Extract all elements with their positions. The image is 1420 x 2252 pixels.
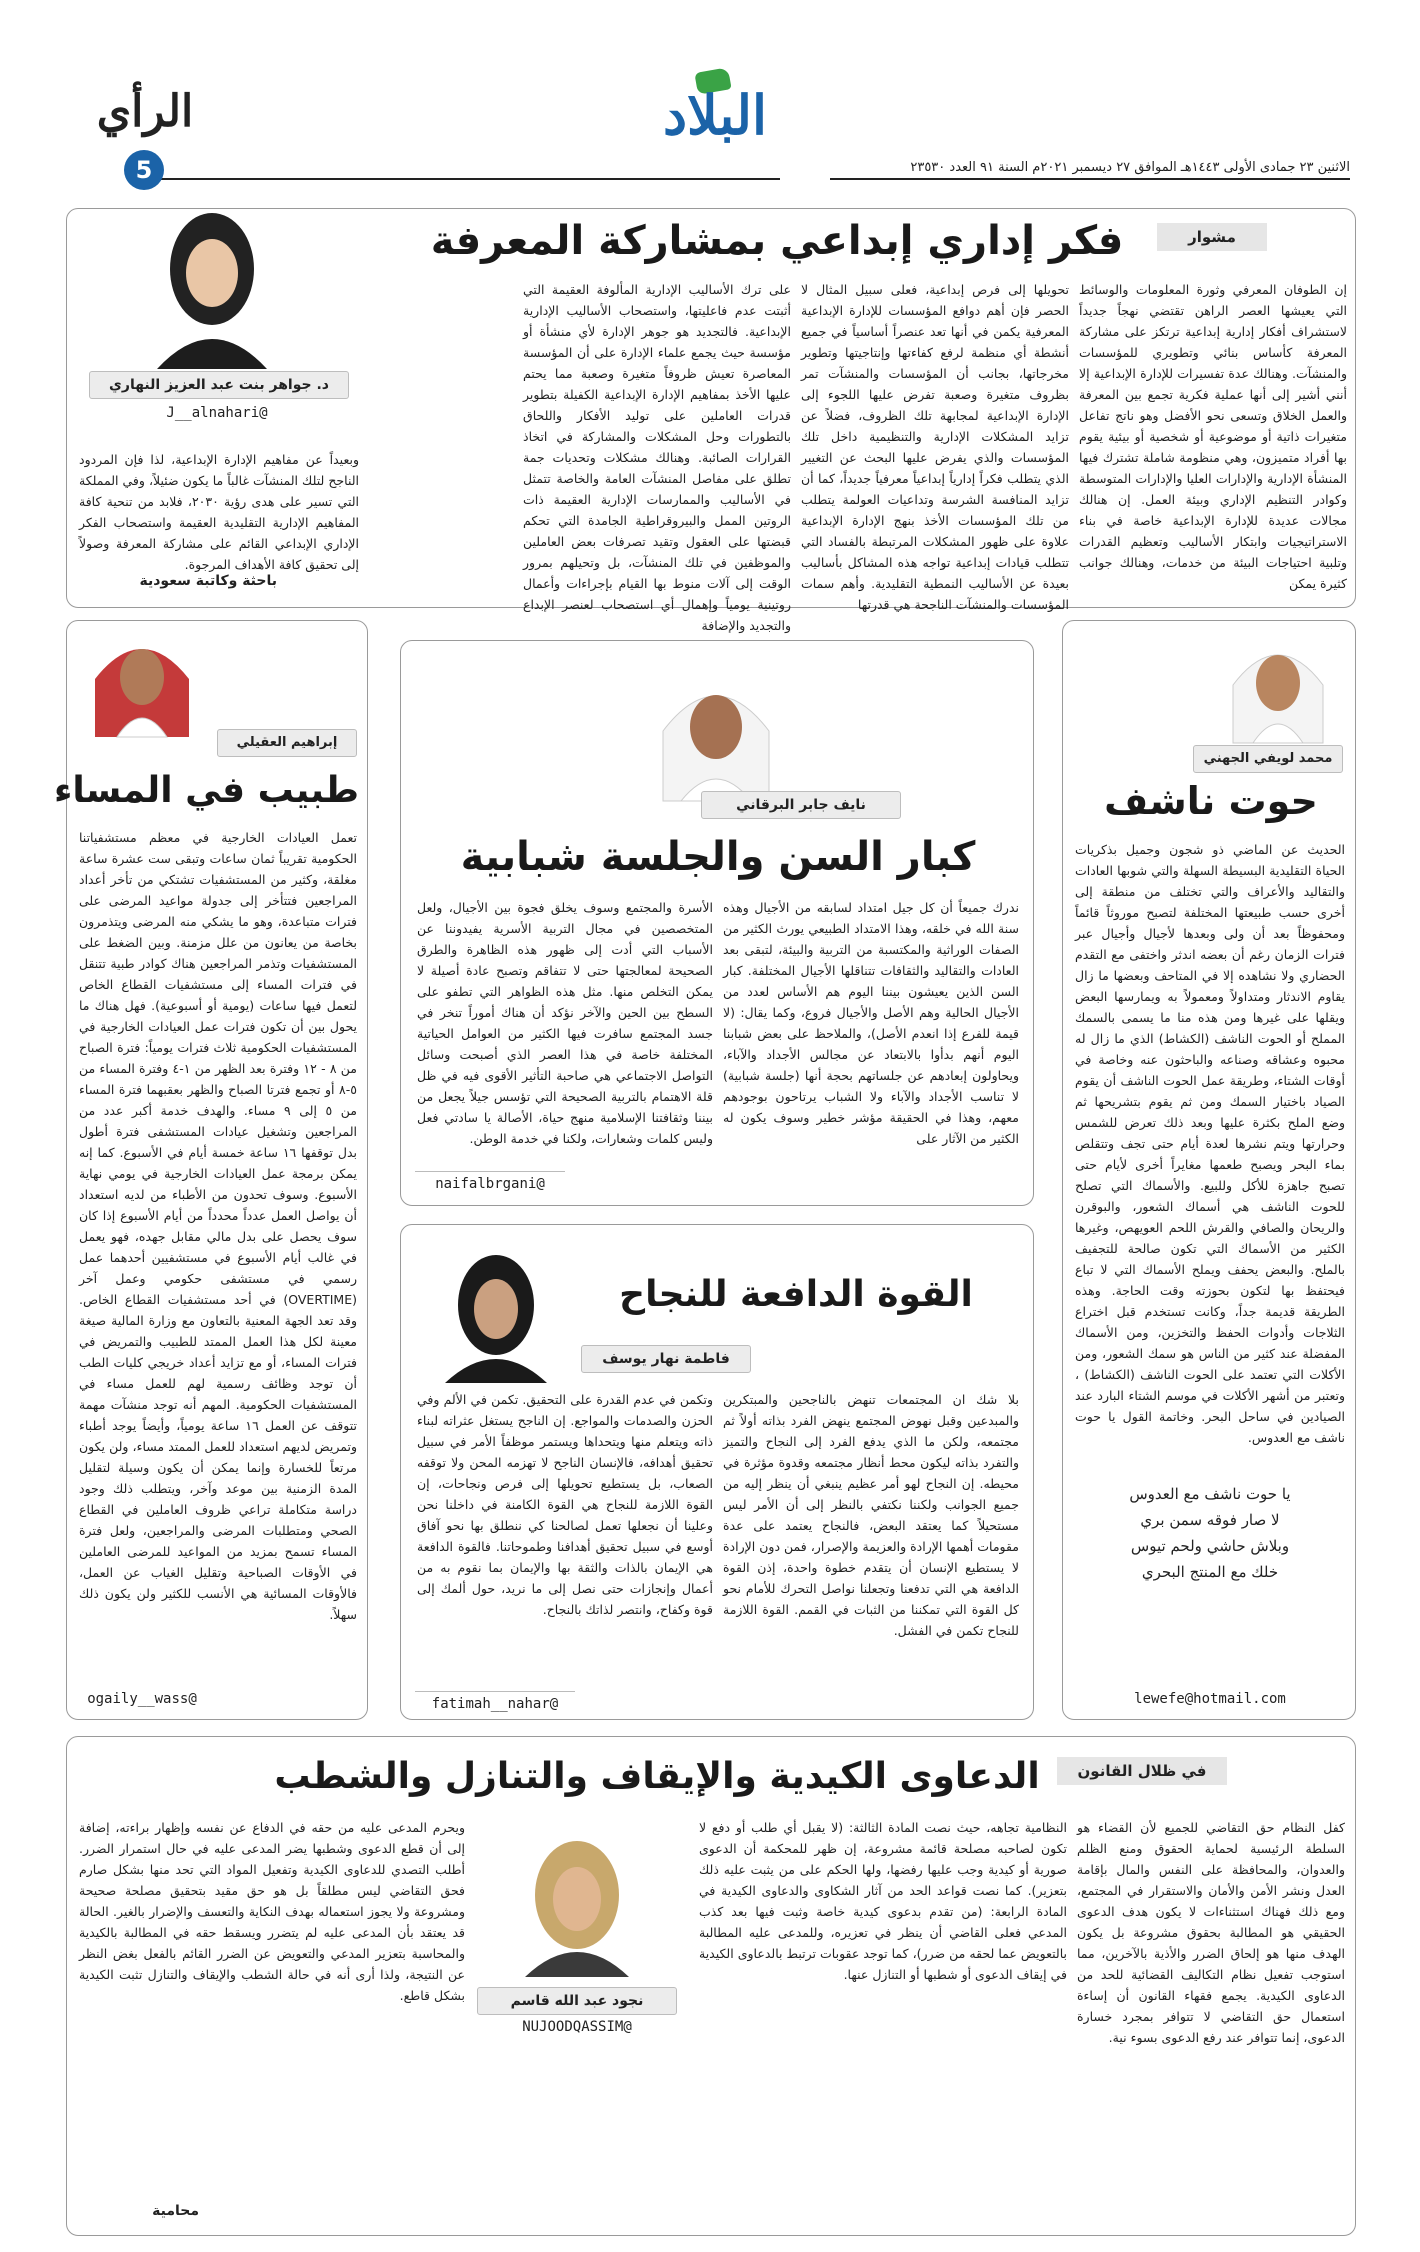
- article-column: ويحرم المدعى عليه من حقه في الدفاع عن نفسه وإظهار براءته، إضافة إلى أن قطع الدعوى وشطبها يضر المدعى عليه في حال استمرار الضرر. أطلب التصدي للدعاوى الكيدية وتفعيل المواد التي تحد منها بشكل صارم فحق التقاضي ليس مطلقاً بل هو حق مقيد بتحقيق مصلحة صحيحة ومشروعة ولا يجوز استعماله بهدف النكاية والتعسف والإضرار بالغير. الحالة قد يعتقد بأن المدعى عليه لم يتضرر ويسقط حقه في المطالبة بالكيدية والمحاسبة بتعزير المدعي والتعويض عن الضرر القائم بالفعل بغض النظر عن النتيجة، ولذا أرى أنه في حالة الشطب والإيقاف والتنازل تثبت الكيدية بشكل قاطع.: [79, 1820, 465, 2003]
- author-handle[interactable]: @NUJOODQASSIM: [522, 2019, 632, 2035]
- article-column: النظامية تجاهه، حيث نصت المادة الثالثة: (لا يقبل أي طلب أو دفع لا تكون لصاحبه مصلحة قائمة مشروعة، إن ظهر للمحكمة أن الدعوى صورية أو كيدية وجب عليها رفضها، ولها الحكم على من يثبت عليه ذلك بتعزير). كما نصت قواعد الحد من آثار الشكاوى والدعاوى الكيدية في المادة الرابعة: (من تقدم بدعوى كيدية خاصة وثبت فيها بعد كذب المدعي فعلى القاضي أن ينظر في تعزيره، وللمدعى عليه المطالبة بالتعويض عما لحقه من ضرر)، كما توجد عقوبات ترتبط بالدعاوى الكيدية في إيقاف الدعوى أو شطبها أو التنازل عنها.: [699, 1820, 1067, 1982]
- author-photo: [87, 619, 197, 737]
- author-name: نايف جابر البرقاني: [701, 791, 901, 819]
- article-box-dried-fish: [1062, 620, 1356, 1720]
- author-photo: [431, 1243, 561, 1383]
- newspaper-logo[interactable]: البلاد: [640, 70, 790, 160]
- article-column: على ترك الأساليب الإدارية المألوفة العقيمة التي أثبتت عدم فاعليتها، واستصحاب الأساليب الإدارية الإبداعية. فالتجديد هو جوهر الإدارة لأي منشأة أو مؤسسة حيث يجمع علماء الإدارة على أن المؤسسة المعاصرة تعيش ظروفاً متغيرة وصعبة مما يحتم عليها الأخذ بمفاهيم الإدارة الإبداعية الكفيلة بتطوير قدرات العاملين على توليد الأفكار واللحاق بالتطورات وحل المشكلات والمشاركة في اتخاذ القرارات الصائبة. وهنالك مشكلات وتحديات جمة تطلق على مفاصل المنشآت العامة والخاصة تتمثل في الأساليب والممارسات الإدارية العقيمة ذات الروتين الممل والبيروقراطية الجامدة التي تحكم قبضتها على العقول وتقيد تصرفات بعض العاملين والموظفين في تلك المنشآت، بل وتحيلهم بمرور الوقت إلى آلات منوط بها القيام بإجراءات وأعمال روتينية يومياً وإهمال أي استصحاب لعنصر الإبداع والتجديد والإضافة: [523, 282, 791, 633]
- article-headline[interactable]: طبيب في المساء: [53, 770, 359, 811]
- poem-line: لا صار فوقه سمن بري: [1140, 1511, 1280, 1529]
- article-column: وتكمن في عدم القدرة على التحقيق. تكمن في الألم وفي الحزن والصدمات والمواجع. إن الناجح يستغل عثراته لبناء ذاته ويتعلم منها ويتحداها ويستمر موظفاً الأمر في سبيل تحقيق أهدافه، فالإنسان الناجح لا تهزمه المحن ولا توقفه الصعاب، بل يستطيع تحويلها إلى فرص ونجاحات، إن القوة اللازمة للنجاح هي القوة الكامنة في داخلنا نحن وعلينا أن نجعلها تعمل لصالحنا كي ننطلق بها نحو آفاق أوسع في سبيل تحقيق أهدافنا وطموحاتنا. فالقوة الدافعة هي الإيمان بالذات والثقة بها والإيمان بما نقوم به من أعمال وإنجازات حتى نصل إلى ما نريد، حول ألمك إلى قوة وكفاح، وانتصر لذاتك بالنجاح.: [417, 1392, 713, 1617]
- author-handle[interactable]: @naifalbrgani: [415, 1171, 565, 1192]
- article-headline[interactable]: القوة الدافعة للنجاح: [619, 1274, 973, 1315]
- article-headline[interactable]: كبار السن والجلسة شبابية: [460, 834, 976, 880]
- article-column: ندرك جميعاً أن كل جيل امتداد لسابقه من الأجيال وهذه سنة الله في خلقه، وهذا الامتداد الطبيعي يورث الكثير من الصفات الوراثية والمكتسبة من التربية والبيئة، لتبقى بعد العادات والتقاليد والثقافات تتناقلها الأجيال المختلفة. كبار السن الذين يعيشون بيننا اليوم هم الأساس لعدد من الأجيال الحالية وهم الأصل والأجيال فروع، وكما يقال: (لا قيمة للفرع إذا انعدم الأصل)، والملاحظ على بعض شبابنا اليوم أنهم بدأوا بالابتعاد عن مجالس الأجداد والآباء، ويحاولون إبعادهم عن جلساتهم بحجة أنها (جلسة شبابية) لا تناسب الأجداد والآباء ولا الشباب يرتاحون بوجودهم معهم، وهذا في الحقيقة مؤشر خطير وسوف يكون له الكثير من الآثار على: [723, 900, 1019, 1146]
- article-headline[interactable]: حوت ناشف: [1104, 779, 1318, 823]
- author-photo: [1223, 625, 1333, 743]
- author-name: فاطمة نهار يوسف: [581, 1345, 751, 1373]
- author-title: باحثة وكاتبة سعودية: [139, 573, 277, 589]
- article-box-success: [400, 1224, 1034, 1720]
- header-divider: [160, 178, 780, 180]
- author-photo: [651, 661, 781, 801]
- article-box-malicious-lawsuits: [66, 1736, 1356, 2236]
- article-column: الأسرة والمجتمع وسوف يخلق فجوة بين الأجيال، ولعل المتخصصين في مجال التربية الأسرية يفيدوننا عن الأسباب التي أدت إلى ظهور هذه الظاهرة والطرق الصحيحة لمعالجتها حتى لا تتفاقم وتصبح عادة أصيلة لا يمكن التخلص منها. مثل هذه الظواهر التي تطفو على السطح بين الحين والآخر نؤكد أن هناك أموراً تنخر في جسد المجتمع سافرت فيها الكثير من العوامل الحياتية المختلفة خاصة في هذا العصر الذي أصبحت وسائل التواصل الاجتماعي هي صاحبة التأثير الأقوى فيه في ظل قلة الاهتمام بالتربية الصحيحة التي تؤسس جيلاً يجعل من بيننا وثقافتنا الإسلامية منهج حياة، الأصالة يا سادتي فعل وليس كلمات وشعارات، ولكنا في خدمة الوطن.: [417, 900, 713, 1146]
- article-column: تعمل العيادات الخارجية في معظم مستشفياتنا الحكومية تقريباً ثمان ساعات وتبقى ست عشرة ساعة مغلقة، وكثير من المستشفيات تشتكي من تأخر أعداد المراجعين فتتأخر إلى جدولة مواعيد المرضى على فترات متباعدة، وهو ما يشكي منه المرضى ويتذمرون بخاصة من يعانون من علل مزمنة. وبين الضغط على المستشفيات وتذمر المراجعين هناك كوادر طبية تتنقل في فترات المساء إلى مستشفيات القطاع الخاص لتعمل فيها ساعات (يومية أو أسبوعية). فهل هناك ما يحول بين أن تكون فترات عمل العيادات الخارجية في المستشفيات الحكومية ثلاث فترات يومياً: فترة الصباح من ٨ - ١٢ وفترة بعد الظهر من ١-٤ وفترة المساء من ٥-٨ أو تجمع فترتا الصباح والظهر بعقبهما فترة المساء من ٥ إلى ٩ مساء. والهدف خدمة أكبر عدد من المراجعين وتشغيل عيادات المستشفى فترة أطول بدل توقفها ١٦ ساعة خمسة أيام في الأسبوع. كما إنه يمكن برمجة عمل العيادات الخارجية في يومي نهاية الأسبوع. وسوف تحدون من الأطباء من لديه استعداد أن يواصل العمل عدداً محدداً من أيام الأسبوع إذا كان سوف يحصل على بدل مالي مقابل جهده، فهو يعمل في غالب أيام الأسبوع في مستشفيين أحدهما عمل رسمي في مستشفى حكومي وعمل آخر (OVERTIME) في أحد مستشفيات القطاع الخاص. وقد تعد الجهة المعنية بالتعاون مع وزارة المالية صيغة معينة لكل هذا العمل الممتد للطبيب والتمريض في فترات المساء، أو مع تزايد أعداد خريجي كليات الطب أن توجد وظائف رسمية لهم للعمل مساء في المستشفيات الحكومية. المهم أنه توجد منشآت مهمة تتوقف عن العمل ١٦ ساعة يومياً، وأيضاً يوجد أطباء وتمريض لديهم استعداد للعمل الممتد مساء، ولن يكون مرتعاً للخسارة وإنما يمكن أن يكون وسيلة لتقليل المدة الزمنية بين موعد وآخر، ويتطلب ذلك وجود دراسة متكاملة تراعي ظروف العاملين في القطاع الصحي ومتطلبات المرضى والمراجعين، ولعل فترة المساء تسمح بمزيد من المواعيد للمرضى العاملين في الأوقات الصباحية وتقليل الغياب عن العمل، فالأوقات المسائية هي الأنسب للكثير ولن يكون ذلك سهلاً.: [79, 830, 357, 1622]
- article-column: وبعيداً عن مفاهيم الإدارة الإبداعية، لذا فإن المردود الناجح لتلك المنشآت غالباً ما يكون ضئيلاً، وفي المملكة التي تسير على هدى رؤية ٢٠٣٠، فلابد من تنحية كافة المفاهيم الإدارية التقليدية العقيمة واستصحاب الفكر الإداري الإبداعي القائم على مشاركة المعرفة وصولاً إلى تحقيق كافة الأهداف المرجوة.: [79, 452, 359, 572]
- poem-line: وبلاش حاشي ولحم تيوس: [1130, 1537, 1290, 1555]
- article-column: كفل النظام حق التقاضي للجميع لأن القضاء هو السلطة الرئيسية لحماية الحقوق ومنع الظلم والعدوان، والمحافظة على النفس والمال بإقامة العدل ونشر الأمن والأمان والاستقرار في المجتمع، ومع ذلك فهناك استثناءات لا يكون هدف الدعوى الحقيقي هو المطالبة بحقوق مشروعة بل يكون الهدف منها هو إلحاق الضرر والأذية بالآخرين، مما استوجب تفعيل نظام التكاليف القضائية للحد من الدعاوى الكيدية. يجمع فقهاء القانون أن إساءة استعمال حق التقاضي لا تتوافر بمجرد خسارة الدعوى، إنما تتوافر عند رفع الدعوى بسوء نية.: [1077, 1820, 1345, 2045]
- author-name: د. جواهر بنت عبد العزيز النهاري: [89, 371, 349, 399]
- masthead: [0, 0, 1420, 190]
- article-headline[interactable]: الدعاوى الكيدية والإيقاف والتنازل والشطب: [274, 1756, 1040, 1797]
- column-tag: مشوار: [1157, 223, 1267, 251]
- author-handle[interactable]: @fatimah__nahar: [415, 1691, 575, 1712]
- article-box-elders: [400, 640, 1034, 1206]
- column-tag: في ظلال القانون: [1057, 1757, 1227, 1785]
- article-column: تحويلها إلى فرص إبداعية، فعلى سبيل المثال لا الحصر فإن أهم دوافع المؤسسات للإدارة الإبداعية المعرفية يكمن في أنها تعد عنصراً أساسياً في جميع أنشطة أي منظمة لرفع كفاءتها وإنتاجيتها وتطوير مخرجاتها، بجانب أن المؤسسات والمنشآت تمر بظروف متغيرة وصعبة تفرض عليها اللجوء إلى الإدارة الإبداعية لمجابهة تلك الظروف، فضلاً عن تزايد المشكلات الإدارية والتنظيمية داخل تلك المؤسسات والذي يفرض عليها البحث عن التغيير الذي يتطلب فكراً إدارياً إبداعياً معرفياً جديداً، كما أن تزايد المنافسة الشرسة وتداعيات العولمة يتطلب من تلك المؤسسات الأخذ بنهج الإدارة الإبداعية علاوة على ظهور المشكلات المرتبطة بالفساد التي تتطلب قيادات إبداعية تواجه هذه المشاكل بأساليب بعيدة عن الأساليب النمطية التقليدية. وأهم سمات المؤسسات والمنشآت الناجحة هي قدرتها: [801, 282, 1069, 612]
- author-name: إبراهيم العقيلي: [217, 729, 357, 757]
- article-column: الحديث عن الماضي ذو شجون وجميل بذكريات الحياة التقليدية البسيطة السهلة والتي شوبها العادات والتقاليد والأعراف والتي تختلف من منطقة إلى أخرى حسب طبيعتها المختلفة لتصبح موروثاً قائماً ومحفوظاً بعد أن ولى وبعدها لأجيال وأجيال عبر فترات الزمان رغم أن بعضه اندثر واختفى مع التقدم الحضاري ولا نشاهده إلا في المتاحف وبعضها ما زال يقاوم الاندثار ومتداولاً ومعمولاً به ويمارسها البعض ويقلها على غيرها ومن هذه منا ما يسمى بالسمك المملح أو الحوت الناشف (الكشاط) الذي ما زال له محبوه وعشاقه وصناعه والباحثون عنه وخاصة في أوقات الشتاء، وطريقة عمل الحوت الناشف أن يقوم الصياد باختيار السمك ومن ثم يقوم بتشريحها ثم وضع الملح بكثرة عليها وبعد ذلك تعرض للشمس وحرارتها ويتم نشرها لعدة أيام حتى تجف وتتقلص بماء البحر ويصبح طعمها مغايراً أخرى لأيام حتى تصبح جاهزة للأكل وللبيع. والأسماك التي تصلح للحوت الناشف هي أسماك الشعور، والبوقرن والريحان والصافي والقرش اللحم العويهص، وغيرها الكثير من الأسماك التي تكون صالحة للتجفيف بالملح. والبعض يحفف ويملح الأسماك التي لا تباع فيحتفظ بها لتكون بحوزته وقت الحاجة. وهذه الطريقة قديمة جداً، وكانت تستخدم قبل اختراع الثلاجات وأدوات الحفظ والتخزين، ومن الأسماك المفضلة عند كثير من الناس هو سمك الشعور، ومن الأكلات التي تعتمد على الحوت الناشف (الكشاط) ، وتعتبر من أشهر الأكلات في موسم الشتاء البارد عند الصيادين في ساحل البحر. وخاتمة القول يا حوت ناشف مع العدوس.: [1075, 842, 1345, 1445]
- page-number-badge: 5: [124, 150, 164, 190]
- poem: [1075, 1481, 1345, 1585]
- author-photo: [507, 1827, 647, 1977]
- author-name: محمد لويفي الجهني: [1193, 745, 1343, 773]
- date-line: الاثنين ٢٣ جمادى الأولى ١٤٤٣هـ الموافق ٢٧ ديسمبر ٢٠٢١م السنة ٩١ العدد ٢٣٥٣٠: [830, 156, 1350, 180]
- author-email[interactable]: lewefe@hotmail.com: [1134, 1691, 1286, 1707]
- section-title: الرأي: [96, 86, 194, 137]
- author-name: نجود عبد الله قاسم: [477, 1987, 677, 2015]
- article-box-evening-doctor: [53, 620, 368, 1720]
- author-handle[interactable]: @ogaily__wass: [87, 1691, 197, 1707]
- author-title: محامية: [152, 2203, 199, 2219]
- poem-line: خلك مع المنتج البحري: [1141, 1563, 1279, 1581]
- article-column: إن الطوفان المعرفي وثورة المعلومات والوسائط التي يعيشها العصر الراهن تقتضي نهجاً جديداً لاستشراف أفكار إدارية إبداعية ترتكز على مشاركة المعرفة كأساس بنائي وتطويري للمؤسسات والمنشآت. وهنالك عدة تفسيرات للإدارة الإبداعية إلا أنني أشير إلى أنها عملية فكرية تجمع بين المعرفة والعمل الخلاق وتسعى نحو الأفضل وهو ناتج تفاعل متغيرات ذاتية أو موضوعية أو شخصية أو بيئية يقوم بها أفراد متميزون، وهي منظومة شاملة تشترك فيها المنشأة الإدارية والإدارات العليا والإدارات المتوسطة وكوادر التنظيم الإداري وبيئة العمل. إن هنالك مجالات عديدة للإدارة الإبداعية خاصة في بناء الاستراتيجيات وابتكار الأساليب وتعظيم القدرات وتلبية احتياجات البيئة من خدمات، وهنالك جوانب كثيرة يمكن: [1079, 282, 1347, 591]
- author-handle[interactable]: @J__alnahari: [166, 405, 268, 421]
- article-headline[interactable]: فكر إداري إبداعي بمشاركة المعرفة: [430, 218, 1124, 264]
- article-box-knowledge: [66, 208, 1356, 633]
- poem-line: يا حوت ناشف مع العدوس: [1129, 1485, 1291, 1503]
- article-column: بلا شك ان المجتمعات تنهض بالناجحين والمبتكرين والمبدعين وقبل نهوض المجتمع ينهض الفرد بذاته أولاً ثم مجتمعه، ولكن ما الذي يدفع الفرد إلى النجاح والتميز والتفرد بذاته ليكون محط أنظار مجتمعه وقدوة مؤثرة في محيطه. إن النجاح لهو أمر عظيم ينبغي أن ينظر إليه من جميع الجوانب ولكننا نكتفي بالنظر إلى أن الأمر ليس مستحيلاً كما يعتقد البعض، فالنجاح يعتمد على عدة مقومات أهمها الإرادة والعزيمة والإصرار، فمن دون الإرادة لا يستطيع الإنسان أن يتقدم خطوة واحدة، إذن القوة الدافعة هي التي تدفعنا وتجعلنا نواصل التحرك للأمام نحو كل القوة التي تمكننا من الثبات في القمم. القوة اللازمة للنجاح تكمن في الفشل.: [723, 1392, 1019, 1638]
- author-photo: [137, 199, 287, 369]
